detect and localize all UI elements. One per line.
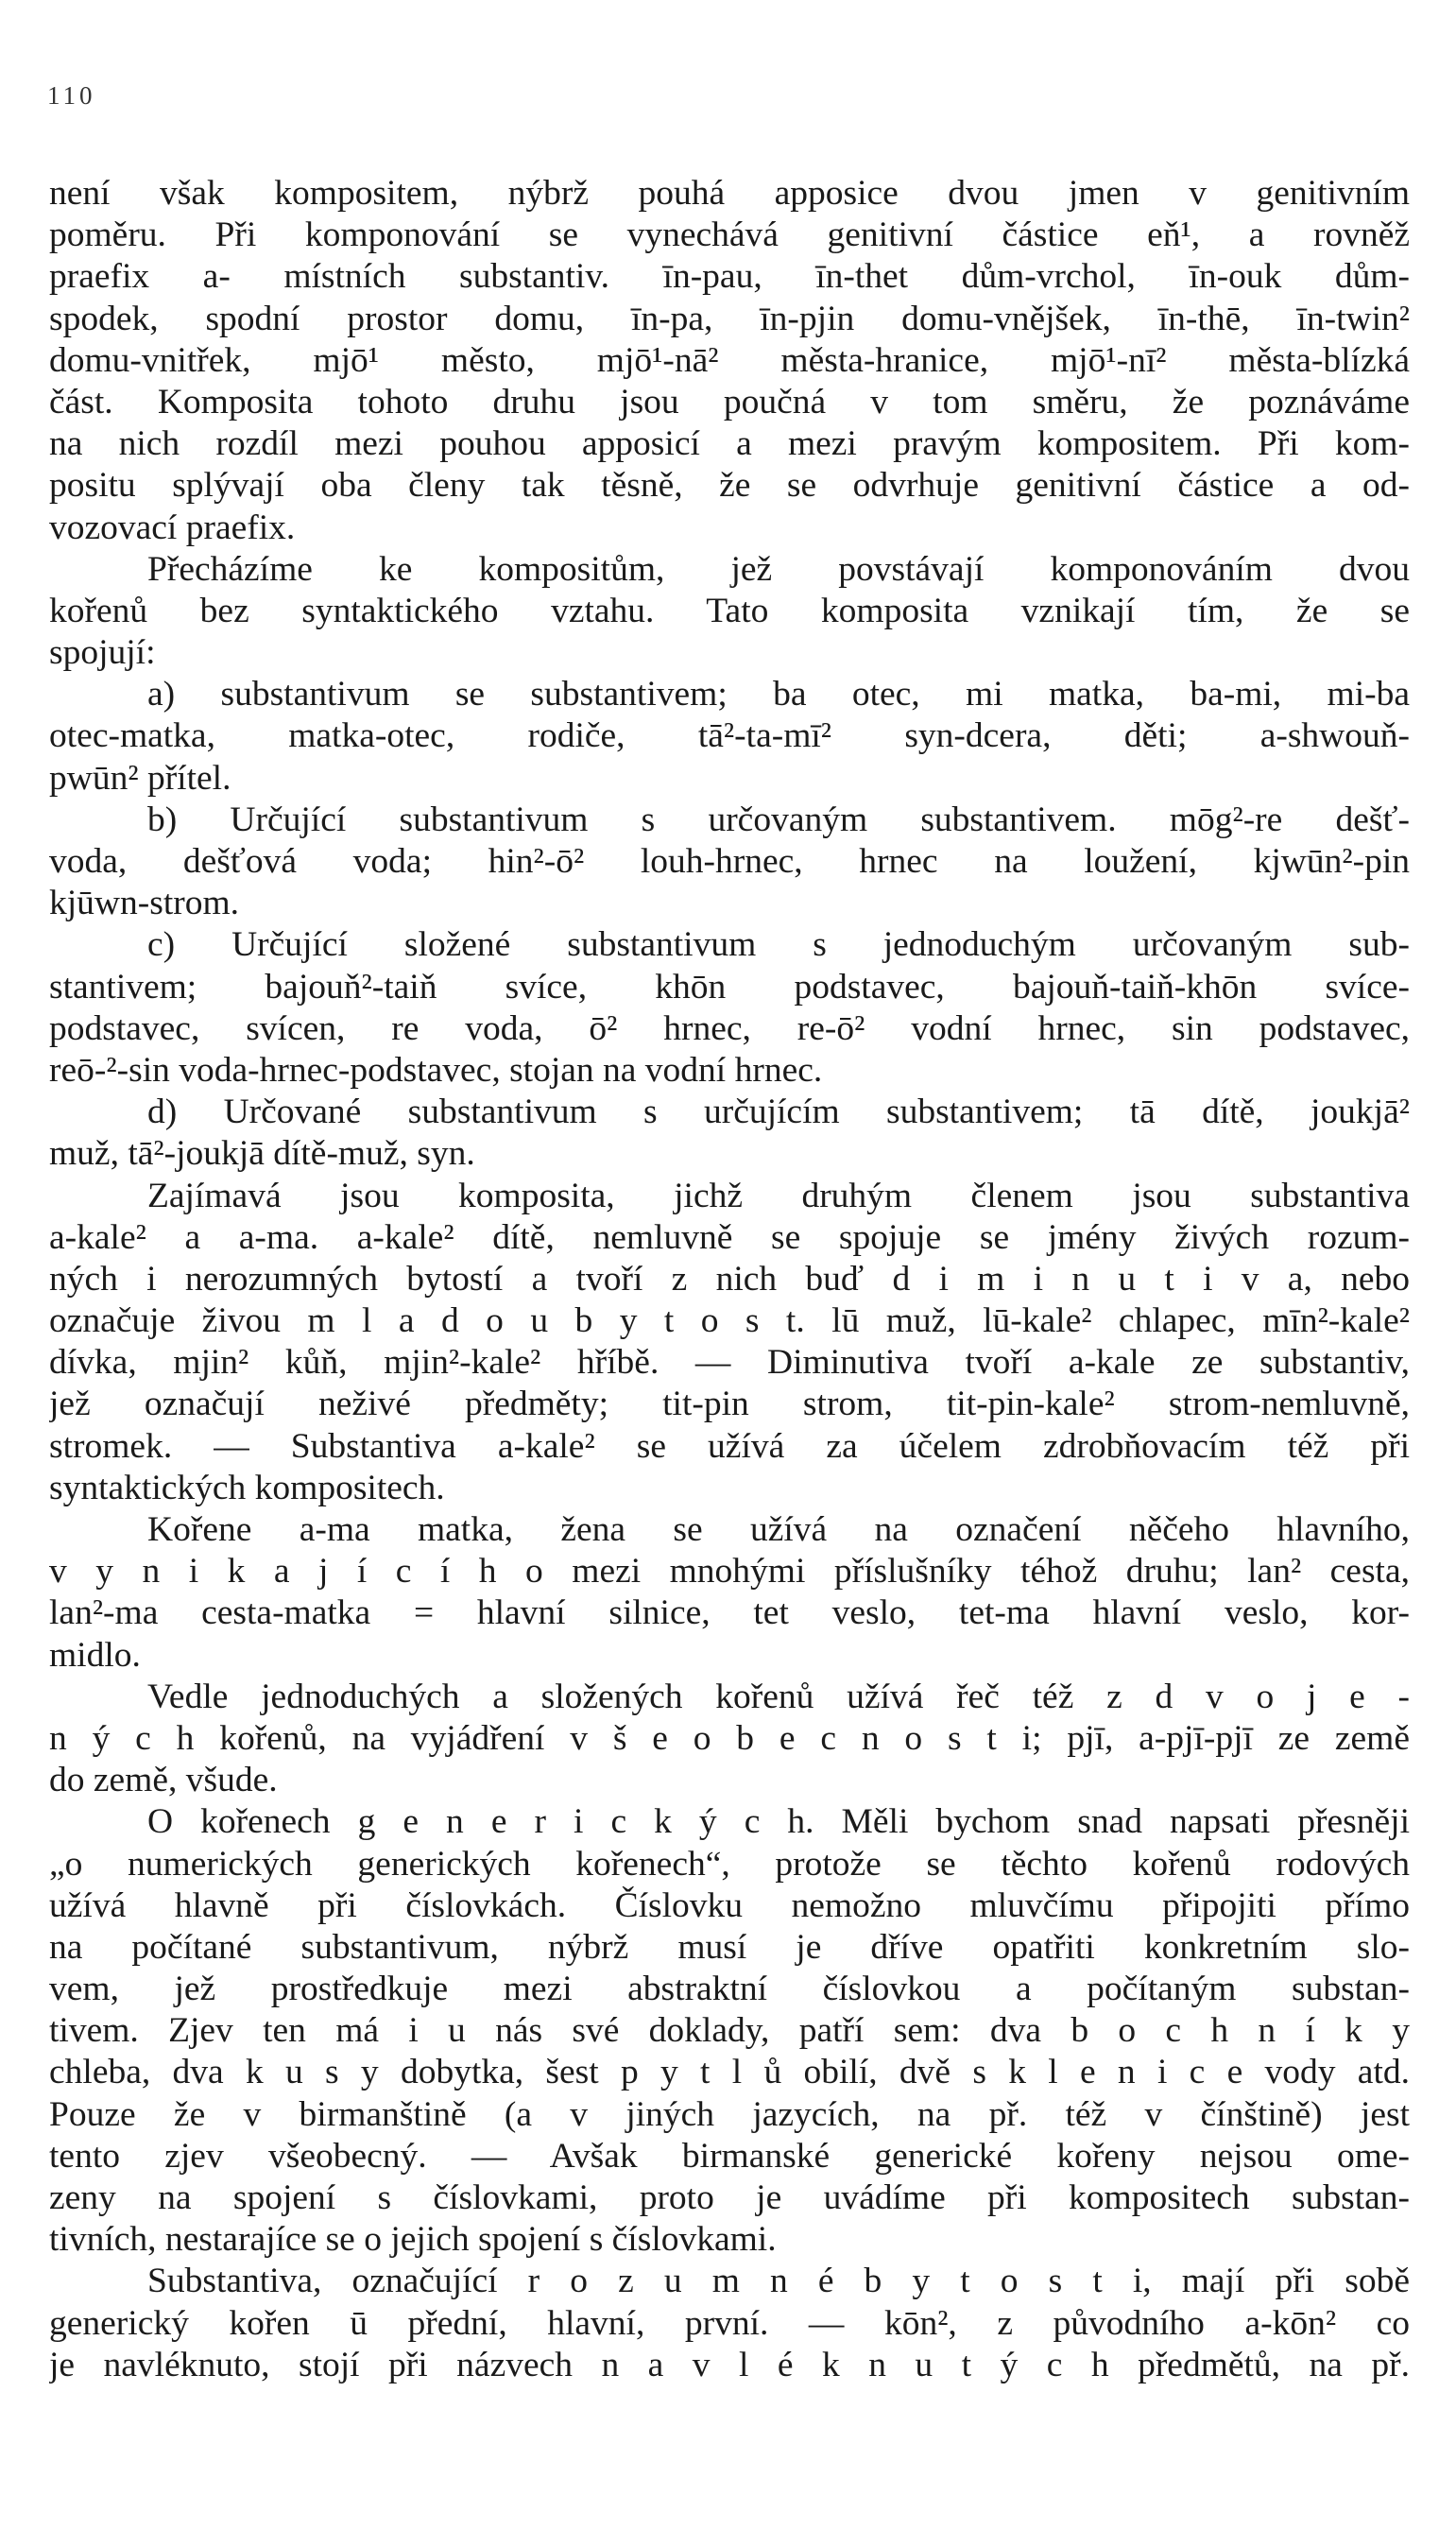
- text-line: kjūwn-strom.: [49, 884, 240, 923]
- text-line: lan²-ma cesta-matka = hlavní silnice, tet veslo, tet-ma hlavní veslo, kor-: [49, 1593, 1410, 1633]
- text-line: Substantiva, označující r o z u m n é b y t o s t i, mají při sobě: [147, 2262, 1410, 2301]
- text-line: podstavec, svícen, re voda, ō² hrnec, re-ō² vodní hrnec, sin podstavec,: [49, 1008, 1410, 1048]
- text-line: „o numerických generických kořenech“, protože se těchto kořenů rodových: [49, 1844, 1410, 1884]
- text-line: Pouze že v birmanštině (a v jiných jazycích, na př. též v čínštině) jest: [49, 2094, 1410, 2134]
- text-line: na počítané substantivum, nýbrž musí je dříve opatřiti konkretním slo-: [49, 1927, 1410, 1967]
- text-line: muž, tā²-joukjā dítě-muž, syn.: [49, 1134, 475, 1174]
- text-line: voda, dešťová voda; hin²-ō² louh-hrnec, hrnec na loužení, kjwūn²-pin: [49, 842, 1410, 881]
- text-line: na nich rozdíl mezi pouhou apposicí a mezi pravým kompositem. Při kom-: [49, 424, 1410, 464]
- text-line: označuje živou m l a d o u b y t o s t. lū muž, lū-kale² chlapec, mīn²-kale²: [49, 1301, 1410, 1341]
- text-line: b) Určující substantivum s určovaným substantivem. mōg²-re dešť-: [147, 800, 1410, 839]
- text-line: není však kompositem, nýbrž pouhá apposice dvou jmen v genitivním: [49, 174, 1410, 213]
- text-line: praefix a- místních substantiv. īn-pau, īn-thet dům-vrchol, īn-ouk dům-: [49, 257, 1410, 297]
- text-line: d) Určované substantivum s určujícím substantivem; tā dítě, joukjā²: [147, 1093, 1410, 1132]
- text-line: Zajímavá jsou komposita, jichž druhým členem jsou substantiva: [147, 1176, 1410, 1215]
- text-line: stromek. — Substantiva a-kale² se užívá za účelem zdrobňovacím též při: [49, 1426, 1410, 1466]
- text-line: jež označují neživé předměty; tit-pin strom, tit-pin-kale² strom-nemluvně,: [49, 1385, 1410, 1424]
- text-line: zeny na spojení s číslovkami, proto je uvádíme při kompositech substan-: [49, 2178, 1410, 2217]
- text-line: část. Komposita tohoto druhu jsou poučná v tom směru, že poznáváme: [49, 382, 1410, 422]
- text-line: c) Určující složené substantivum s jednoduchým určovaným sub-: [147, 925, 1410, 965]
- text-line: O kořenech g e n e r i c k ý c h. Měli bychom snad napsati přesněji: [147, 1802, 1410, 1842]
- text-line: je navléknuto, stojí při názvech n a v l é k n u t ý c h předmětů, na př.: [49, 2345, 1410, 2384]
- text-line: pwūn² přítel.: [49, 758, 231, 798]
- text-line: spojují:: [49, 633, 156, 673]
- text-line: Vedle jednoduchých a složených kořenů užívá řeč též z d v o j e -: [147, 1677, 1410, 1716]
- text-line: spodek, spodní prostor domu, īn-pa, īn-pjin domu-vnějšek, īn-thē, īn-twin²: [49, 299, 1410, 338]
- text-line: a-kale² a a-ma. a-kale² dítě, nemluvně se spojuje se jmény živých rozum-: [49, 1217, 1410, 1257]
- text-line: syntaktických kompositech.: [49, 1468, 445, 1507]
- text-line: poměru. Při komponování se vynechává genitivní částice eň¹, a rovněž: [49, 215, 1410, 255]
- text-line: n ý c h kořenů, na vyjádření v š e o b e c n o s t i; pjī, a-pjī-pjī ze země: [49, 1718, 1410, 1758]
- text-line: do země, všude.: [49, 1761, 278, 1800]
- body-text: [49, 173, 1410, 2386]
- page-number: 110: [47, 81, 96, 110]
- text-line: ných i nerozumných bytostí a tvoří z nich buď d i m i n u t i v a, nebo: [49, 1259, 1410, 1299]
- text-line: positu splývají oba členy tak těsně, že se odvrhuje genitivní částice a od-: [49, 466, 1410, 506]
- text-line: tivních, nestarajíce se o jejich spojení s číslovkami.: [49, 2220, 777, 2260]
- text-line: tivem. Zjev ten má i u nás své doklady, patří sem: dva b o c h n í k y: [49, 2011, 1410, 2051]
- text-line: chleba, dva k u s y dobytka, šest p y t l ů obilí, dvě s k l e n i c e vody atd.: [49, 2053, 1410, 2092]
- text-line: generický kořen ū přední, hlavní, první. — kōn², z původního a-kōn² co: [49, 2303, 1410, 2343]
- text-line: vem, jež prostředkuje mezi abstraktní číslovkou a počítaným substan-: [49, 1970, 1410, 2009]
- text-line: Přecházíme ke kompositům, jež povstávají komponováním dvou: [147, 549, 1410, 589]
- text-line: kořenů bez syntaktického vztahu. Tato komposita vznikají tím, že se: [49, 591, 1410, 630]
- text-line: reō-²-sin voda-hrnec-podstavec, stojan na vodní hrnec.: [49, 1050, 823, 1090]
- text-line: Kořene a-ma matka, žena se užívá na označení něčeho hlavního,: [147, 1510, 1410, 1549]
- text-line: vozovací praefix.: [49, 508, 296, 547]
- text-line: stantivem; bajouň²-taiň svíce, khōn podstavec, bajouň-taiň-khōn svíce-: [49, 967, 1410, 1007]
- text-line: tento zjev všeobecný. — Avšak birmanské generické kořeny nejsou ome-: [49, 2136, 1410, 2176]
- text-line: užívá hlavně při číslovkách. Číslovku nemožno mluvčímu připojiti přímo: [49, 1885, 1410, 1925]
- text-line: dívka, mjin² kůň, mjin²-kale² hříbě. — Diminutiva tvoří a-kale ze substantiv,: [49, 1343, 1410, 1383]
- text-line: a) substantivum se substantivem; ba otec, mi matka, ba-mi, mi-ba: [147, 675, 1410, 714]
- text-line: domu-vnitřek, mjō¹ město, mjō¹-nā² města-hranice, mjō¹-nī² města-blízká: [49, 340, 1410, 380]
- text-line: midlo.: [49, 1635, 141, 1675]
- text-line: otec-matka, matka-otec, rodiče, tā²-ta-mī² syn-dcera, děti; a-shwouň-: [49, 716, 1410, 756]
- text-line: v y n i k a j í c í h o mezi mnohými příslušníky téhož druhu; lan² cesta,: [49, 1552, 1410, 1592]
